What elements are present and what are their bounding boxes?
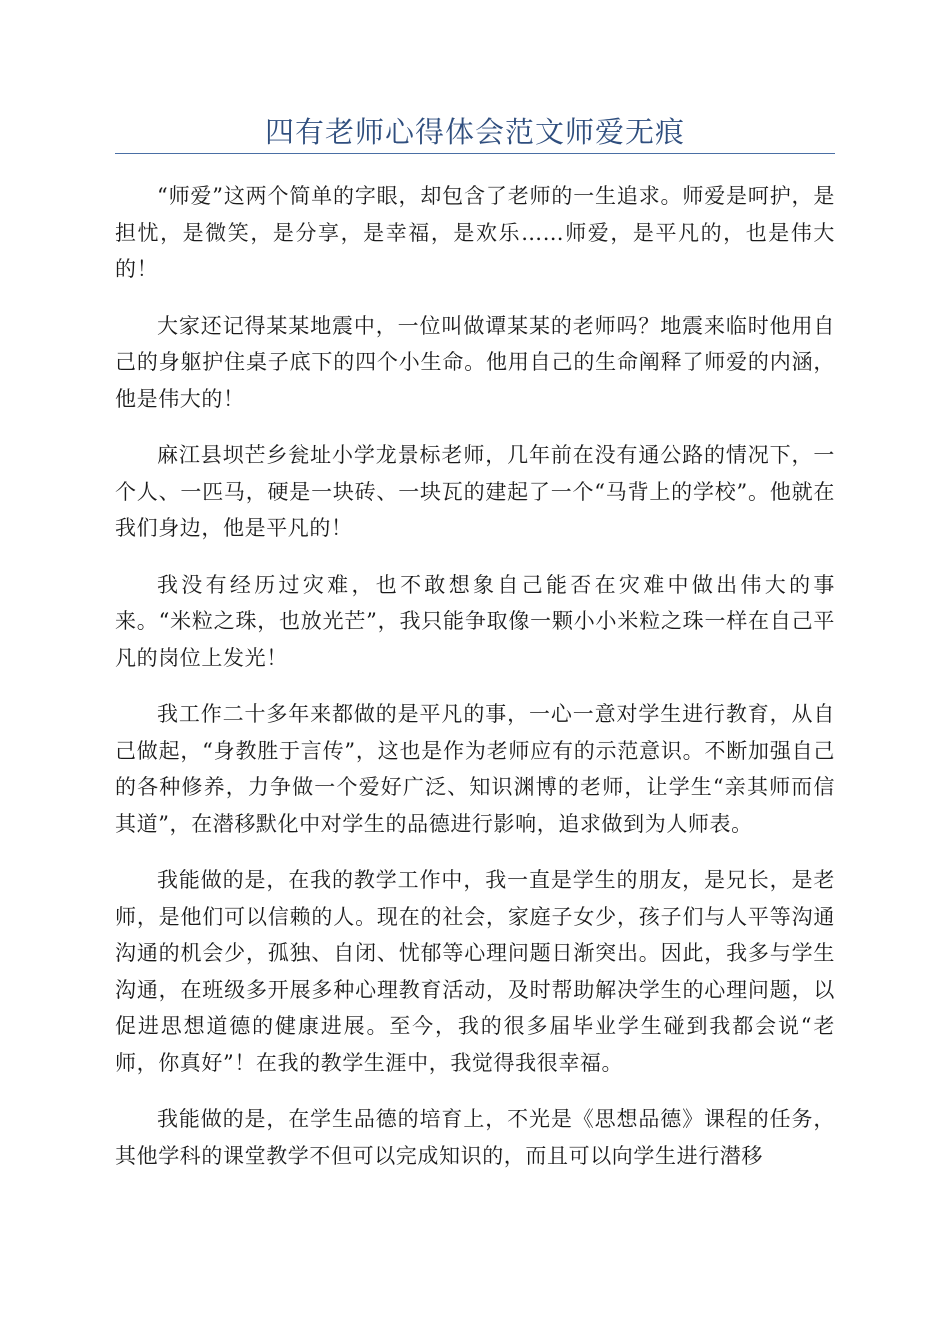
paragraph: 我能做的是，在我的教学工作中，我一直是学生的朋友，是兄长，是老师，是他们可以信赖的人。现在的社会，家庭子女少，孩子们与人平等沟通沟通的机会少，孤独、自闭、忧郁等心理问题日渐突出。因此，我多与学生沟通，在班级多开展多种心理教育活动，及时帮助解决学生的心理问题，以促进思想道德的健康进展。至今，我的很多届毕业学生碰到我都会说“老师，你真好”！在我的教学生涯中，我觉得我很幸福。 bbox=[115, 868, 835, 1075]
paragraph: 我能做的是，在学生品德的培育上，不光是《思想品德》课程的任务，其他学科的课堂教学不但可以完成知识的，而且可以向学生进行潜移 bbox=[115, 1107, 835, 1168]
paragraph: 大家还记得某某地震中，一位叫做谭某某的老师吗？地震来临时他用自己的身躯护住桌子底下的四个小生命。他用自己的生命阐释了师爱的内涵，他是伟大的！ bbox=[115, 313, 835, 411]
paragraph: 我没有经历过灾难，也不敢想象自己能否在灾难中做出伟大的事来。“米粒之珠，也放光芒”，我只能争取像一颗小小米粒之珠一样在自己平凡的岗位上发光！ bbox=[115, 572, 835, 670]
paragraph: “师爱”这两个简单的字眼，却包含了老师的一生追求。师爱是呵护，是担忧，是微笑，是分享，是幸福，是欢乐……师爱，是平凡的，也是伟大的！ bbox=[115, 184, 835, 281]
title-underline bbox=[115, 153, 835, 154]
paragraph: 麻江县坝芒乡瓮址小学龙景标老师，几年前在没有通公路的情况下，一个人、一匹马，硬是一块砖、一块瓦的建起了一个“马背上的学校”。他就在我们身边，他是平凡的！ bbox=[115, 443, 835, 540]
paragraph: 我工作二十多年来都做的是平凡的事，一心一意对学生进行教育，从自己做起，“身教胜于言传”，这也是作为老师应有的示范意识。不断加强自己的各种修养，力争做一个爱好广泛、知识渊博的老师，让学生“亲其师而信其道”，在潜移默化中对学生的品德进行影响，追求做到为人师表。 bbox=[115, 702, 835, 836]
document-title: 四有老师心得体会范文师爱无痕 bbox=[264, 115, 685, 149]
document-body bbox=[115, 178, 835, 1194]
